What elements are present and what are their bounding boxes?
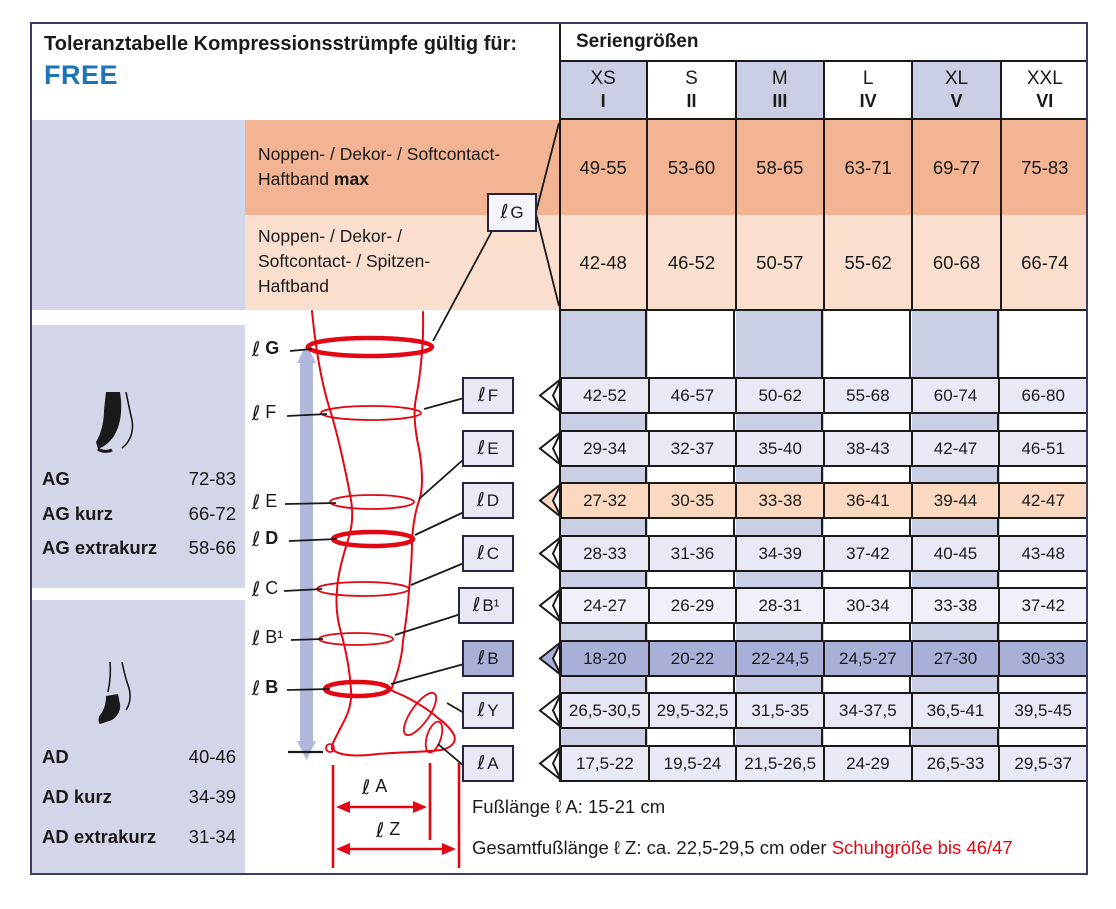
measure-box-lB xyxy=(462,640,514,677)
value-cell: 36-41 xyxy=(825,484,913,517)
row-arrow-icon xyxy=(536,640,562,677)
value-cell: 29,5-37 xyxy=(1014,753,1073,773)
haftband-max-values-row xyxy=(560,120,1088,215)
brand-name: FREE xyxy=(44,60,119,90)
row-lB xyxy=(560,640,1088,677)
measure-box-lC xyxy=(462,535,514,572)
label-line: Haftband xyxy=(258,276,330,296)
form-name: AD xyxy=(42,746,69,767)
value-cell: 39,5-45 xyxy=(1014,700,1073,720)
leg-letter: D xyxy=(265,528,279,548)
form-row-ag-extrakurz xyxy=(42,537,236,559)
measure-box-lF xyxy=(462,377,514,414)
label-bold: max xyxy=(333,169,369,189)
value-cell: 29-34 xyxy=(562,432,650,465)
value-cell: 24-27 xyxy=(562,589,650,622)
series-header: Seriengrößen xyxy=(576,31,699,52)
size-label: L xyxy=(862,68,874,89)
leg-letter: F xyxy=(265,402,277,422)
ell-symbol: ℓ xyxy=(476,542,485,564)
value-cell: 28-33 xyxy=(562,537,650,570)
value-cell: 17,5-22 xyxy=(562,747,650,780)
form-name: AD kurz xyxy=(42,786,112,807)
ell-symbol: ℓ xyxy=(252,336,261,361)
footnote-total-foot-length xyxy=(472,837,1013,859)
measure-box-lY xyxy=(462,692,514,729)
value-cell: 38-43 xyxy=(825,432,913,465)
leg-length-arrow-icon xyxy=(288,344,323,760)
form-row-ag xyxy=(42,468,236,490)
form-range: 40-46 xyxy=(188,746,236,767)
value-cell: 33-38 xyxy=(737,484,825,517)
foot-measure-arrows xyxy=(333,763,459,868)
label-line: Noppen- / Dekor- / xyxy=(258,226,402,246)
value-cell: 42-47 xyxy=(913,432,1001,465)
size-roman: V xyxy=(950,91,963,111)
ell-symbol: ℓ xyxy=(252,489,261,514)
leg-outline xyxy=(308,311,455,755)
size-roman: IV xyxy=(859,91,877,111)
value-cell: 36,5-41 xyxy=(913,694,1001,727)
form-range: 66-72 xyxy=(188,503,236,524)
value-cell: 37-42 xyxy=(825,537,913,570)
leg-letter: G xyxy=(265,338,280,358)
value-cell: 32-37 xyxy=(650,432,738,465)
measure-letter: B xyxy=(487,649,499,668)
measure-letter: E xyxy=(487,439,499,458)
leg-label-lB xyxy=(252,677,278,698)
leg-letter: C xyxy=(265,578,279,598)
value-cell: 53-60 xyxy=(648,120,736,215)
row-lF xyxy=(560,377,1088,414)
total-foot-length-label-lZ xyxy=(376,819,400,840)
value-cell: 50-62 xyxy=(737,379,825,412)
value-cell: 20-22 xyxy=(650,642,738,675)
ell-symbol: ℓ xyxy=(477,437,486,459)
row-lD xyxy=(560,482,1088,519)
size-col-s xyxy=(648,62,736,118)
form-row-ad xyxy=(42,746,236,768)
form-range: 72-83 xyxy=(188,468,236,489)
ell-symbol: ℓ xyxy=(252,576,261,601)
ell-symbol: ℓ xyxy=(472,594,481,616)
value-cell: 19,5-24 xyxy=(650,747,738,780)
measure-letter: B¹ xyxy=(482,596,500,615)
value-cell: 58-65 xyxy=(737,120,825,215)
ell-symbol: ℓ xyxy=(252,625,261,650)
value-cell: 43-48 xyxy=(1021,543,1065,563)
form-name: AG xyxy=(42,468,70,489)
form-row-ad-kurz xyxy=(42,786,236,808)
size-label: M xyxy=(771,68,788,89)
value-cell: 55-62 xyxy=(825,215,913,310)
size-col-xl xyxy=(913,62,1001,118)
size-roman: VI xyxy=(1036,91,1054,111)
value-cell: 40-45 xyxy=(913,537,1001,570)
left-panel-top xyxy=(30,120,245,310)
form-range: 34-39 xyxy=(188,786,236,807)
value-cell: 26-29 xyxy=(650,589,738,622)
value-cell: 28-31 xyxy=(737,589,825,622)
ell-symbol: ℓ xyxy=(476,489,485,511)
leg-label-lE xyxy=(252,491,277,512)
leg-letter: E xyxy=(265,491,278,511)
haftband-label xyxy=(258,224,553,299)
value-cell: 31-36 xyxy=(650,537,738,570)
form-row-ad-extrakurz xyxy=(42,826,236,848)
ell-symbol: ℓ xyxy=(477,647,486,669)
haftband-values-row xyxy=(560,215,1088,310)
ell-symbol: ℓ xyxy=(477,384,486,406)
form-name: AG extrakurz xyxy=(42,537,158,558)
value-cell: 35-40 xyxy=(737,432,825,465)
value-cell: 29,5-32,5 xyxy=(650,694,738,727)
size-roman: II xyxy=(686,91,697,111)
leg-label-lF xyxy=(252,402,276,423)
dim-letter: A xyxy=(375,776,388,796)
size-col-l xyxy=(825,62,913,118)
value-cell: 49-55 xyxy=(560,120,648,215)
value-cell: 46-52 xyxy=(648,215,736,310)
measure-letter: Y xyxy=(487,701,499,720)
ell-symbol: ℓ xyxy=(477,699,486,721)
value-cell: 27-30 xyxy=(913,642,1001,675)
measure-box-lD xyxy=(462,482,514,519)
form-name: AD extrakurz xyxy=(42,826,157,847)
value-cell: 33-38 xyxy=(913,589,1001,622)
thigh-stocking-icon xyxy=(96,390,140,460)
ell-symbol: ℓ xyxy=(252,675,261,700)
measure-box-lA xyxy=(462,745,514,782)
size-label: XS xyxy=(590,68,616,89)
value-cell: 27-32 xyxy=(562,484,650,517)
page-title: Toleranztabelle Kompressionsstrümpfe gültig für: xyxy=(44,33,518,55)
value-cell: 60-74 xyxy=(913,379,1001,412)
shoe-size-note: Schuhgröße bis 46/47 xyxy=(831,837,1013,858)
row-arrow-icon xyxy=(536,377,562,414)
value-cell: 24,5-27 xyxy=(825,642,913,675)
size-col-xxl xyxy=(1002,62,1088,118)
value-cell: 42-52 xyxy=(562,379,650,412)
value-cell: 50-57 xyxy=(737,215,825,310)
size-label: XXL xyxy=(1026,68,1063,89)
footnote-foot-length: Fußlänge ℓ A: 15-21 cm xyxy=(472,796,666,817)
value-cell: 26,5-33 xyxy=(913,747,1001,780)
size-col-xs xyxy=(560,62,648,118)
size-header-row xyxy=(560,60,1088,120)
ell-symbol: ℓ xyxy=(376,817,385,842)
value-cell: 42-47 xyxy=(1021,490,1065,510)
measure-box-lE xyxy=(462,430,514,467)
row-arrow-icon xyxy=(536,535,562,572)
row-lA xyxy=(560,745,1088,782)
row-lY xyxy=(560,692,1088,729)
size-label: S xyxy=(685,68,698,89)
leg-label-lD xyxy=(252,528,278,549)
value-cell: 42-48 xyxy=(560,215,648,310)
size-label: XL xyxy=(944,68,969,89)
value-cell: 60-68 xyxy=(913,215,1001,310)
row-arrow-icon xyxy=(536,430,562,467)
value-cell: 22-24,5 xyxy=(737,642,825,675)
value-cell: 37-42 xyxy=(1021,595,1065,615)
value-cell: 66-80 xyxy=(1021,385,1065,405)
value-cell: 21,5-26,5 xyxy=(737,747,825,780)
ell-symbol: ℓ xyxy=(252,400,261,425)
foot-length-label-lA xyxy=(362,776,387,797)
ell-symbol: ℓ xyxy=(252,526,261,551)
value-cell: 46-57 xyxy=(650,379,738,412)
measure-letter: G xyxy=(510,203,524,222)
value-cell: 24-29 xyxy=(825,747,913,780)
value-cell: 63-71 xyxy=(825,120,913,215)
measure-box-lG xyxy=(487,193,537,232)
value-cell: 30-35 xyxy=(650,484,738,517)
value-cell: 18-20 xyxy=(562,642,650,675)
value-cell: 69-77 xyxy=(913,120,1001,215)
value-cell: 39-44 xyxy=(913,484,1001,517)
measure-letter: F xyxy=(487,386,499,405)
row-arrow-icon xyxy=(536,745,562,782)
row-lE xyxy=(560,430,1088,467)
dim-letter: Z xyxy=(389,819,401,839)
size-col-m xyxy=(737,62,825,118)
size-roman: III xyxy=(772,91,788,111)
form-row-ag-kurz xyxy=(42,503,236,525)
value-cell: 30-33 xyxy=(1021,648,1065,668)
form-name: AG kurz xyxy=(42,503,113,524)
label-line: Haftband xyxy=(258,169,330,189)
leg-label-lG xyxy=(252,338,279,359)
value-cell: 46-51 xyxy=(1021,438,1065,458)
row-arrow-icon xyxy=(536,482,562,519)
measure-letter: D xyxy=(486,491,500,510)
haftband-max-label xyxy=(258,142,553,192)
size-roman: I xyxy=(600,91,606,111)
measure-box-lB1 xyxy=(458,587,514,624)
row-lC xyxy=(560,535,1088,572)
row-lB1 xyxy=(560,587,1088,624)
value-cell: 30-34 xyxy=(825,589,913,622)
value-cell: 55-68 xyxy=(825,379,913,412)
measure-letter: C xyxy=(486,544,500,563)
row-arrow-icon xyxy=(536,587,562,624)
leg-label-lB1 xyxy=(252,627,283,648)
value-cell: 31,5-35 xyxy=(737,694,825,727)
value-cell: 26,5-30,5 xyxy=(562,694,650,727)
leg-letter: B xyxy=(265,677,279,697)
ell-symbol: ℓ xyxy=(477,752,486,774)
form-range: 31-34 xyxy=(188,826,236,847)
measure-letter: A xyxy=(487,754,499,773)
value-cell: 75-83 xyxy=(1021,156,1069,178)
grid-line xyxy=(560,309,1088,311)
leg-letter: B¹ xyxy=(265,627,284,647)
label-line: Noppen- / Dekor- / Softcontact- xyxy=(258,144,501,164)
form-range: 58-66 xyxy=(188,537,236,558)
calf-stocking-icon xyxy=(96,660,140,730)
value-cell: 34-37,5 xyxy=(825,694,913,727)
row-arrow-icon xyxy=(536,692,562,729)
ell-symbol: ℓ xyxy=(500,201,509,223)
label-line: Softcontact- / Spitzen- xyxy=(258,251,431,271)
leg-label-lC xyxy=(252,578,278,599)
value-cell: 34-39 xyxy=(737,537,825,570)
value-cell: 66-74 xyxy=(1021,251,1069,273)
ell-symbol: ℓ xyxy=(362,774,371,799)
footnote-text: Gesamtfußlänge ℓ Z: ca. 22,5-29,5 cm oder xyxy=(472,837,832,858)
